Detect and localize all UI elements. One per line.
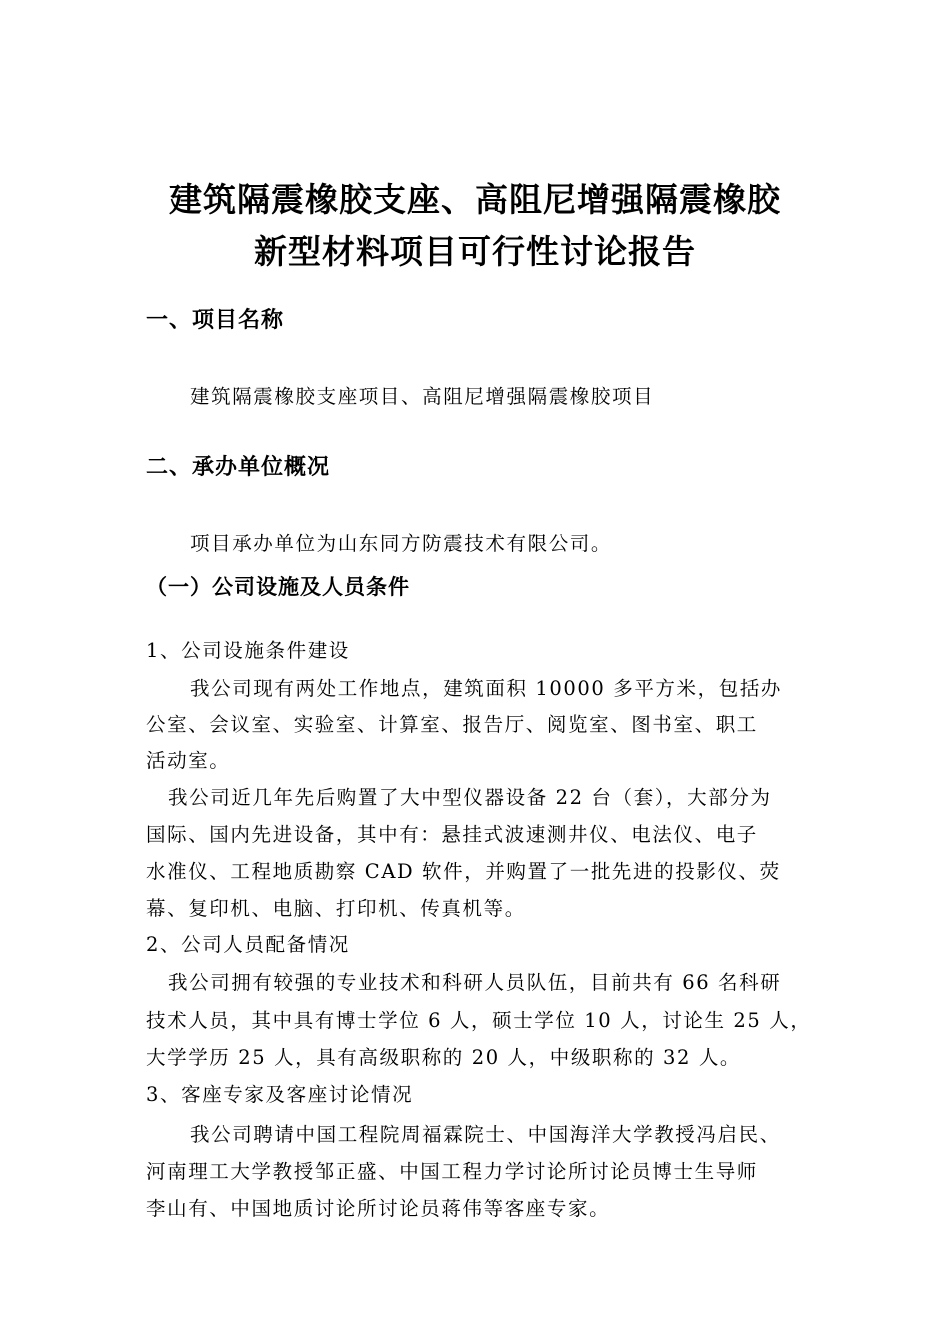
paragraph-line: 技术人员，其中具有博士学位 6 人，硕士学位 10 人，讨论生 25 人， — [146, 1009, 812, 1032]
paragraph-line: 国际、国内先进设备，其中有：悬挂式波速测井仪、电法仪、电子 — [146, 823, 758, 846]
paragraph-line: 活动室。 — [146, 749, 231, 772]
item-label-guest-experts: 3、客座专家及客座讨论情况 — [146, 1083, 414, 1106]
paragraph-line: 我公司拥有较强的专业技术和科研人员队伍，目前共有 66 名科研 — [168, 971, 782, 994]
paragraph-line: 我公司聘请中国工程院周福霖院士、中国海洋大学教授冯启民、 — [190, 1123, 781, 1146]
paragraph-line: 幕、复印机、电脑、打印机、传真机等。 — [146, 897, 526, 920]
section-heading-organizer: 二、承办单位概况 — [146, 454, 331, 480]
item-label-facilities: 1、公司设施条件建设 — [146, 639, 350, 662]
organizer-text: 项目承办单位为山东同方防震技术有限公司。 — [190, 532, 613, 555]
paragraph-line: 我公司现有两处工作地点，建筑面积 10000 多平方米，包括办 — [190, 677, 783, 700]
section-heading-project-name: 一、项目名称 — [146, 307, 285, 333]
document-title-line-2: 新型材料项目可行性讨论报告 — [254, 232, 696, 271]
paragraph-line: 河南理工大学教授邹正盛、中国工程力学讨论所讨论员博士生导师 — [146, 1160, 758, 1183]
paragraph-line: 大学学历 25 人，具有高级职称的 20 人，中级职称的 32 人。 — [146, 1046, 742, 1069]
paragraph-line: 李山有、中国地质讨论所讨论员蒋伟等客座专家。 — [146, 1197, 611, 1220]
document-title-line-1: 建筑隔震橡胶支座、高阻尼增强隔震橡胶 — [169, 180, 781, 219]
subsection-heading-facilities: （一）公司设施及人员条件 — [146, 574, 410, 599]
paragraph-line: 水准仪、工程地质勘察 CAD 软件，并购置了一批先进的投影仪、荧 — [146, 860, 781, 883]
paragraph-line: 公室、会议室、实验室、计算室、报告厅、阅览室、图书室、职工 — [146, 713, 758, 736]
paragraph-line: 我公司近几年先后购置了大中型仪器设备 22 台（套），大部分为 — [168, 786, 772, 809]
item-label-staffing: 2、公司人员配备情况 — [146, 933, 350, 956]
project-name-text: 建筑隔震橡胶支座项目、高阻尼增强隔震橡胶项目 — [190, 385, 655, 408]
